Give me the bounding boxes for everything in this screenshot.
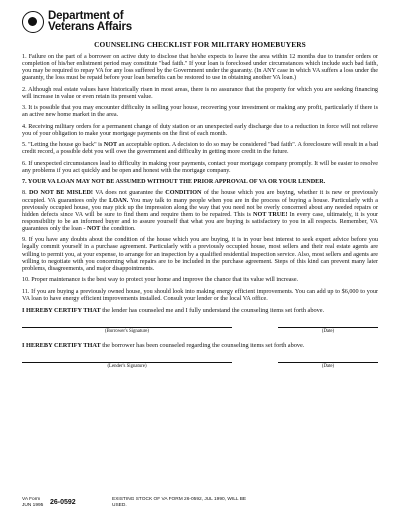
lender-certification [22, 342, 378, 349]
item-emphasis: CONDITION [165, 190, 202, 197]
checklist-item [22, 105, 378, 119]
item-emphasis: LOAN. [108, 197, 129, 204]
item-text: Proper maintenance is the best way to protect your home and improve the chance that its value will increase. [31, 277, 299, 284]
item-number: 3. [22, 105, 29, 112]
item-text: If you have any doubts about the condition of the house which you are buying, it is in your best interest to seek expert advice before you legally commit yourself in a purchase agreement. Particularly with a previously occupied house, most sellers and their real estate agents are willing to permit you, at your expense, to arrange for an inspection by a qualified residential inspection service. Also, most sellers and agents are willing to negotiate with you concerning what repairs are to be included in the purchase agreement. Steps of this kind can prevent many later problems, disagreements, and major disappointments. [22, 237, 378, 272]
item-number: 11. [22, 288, 32, 295]
item-number: 5. [22, 142, 29, 149]
borrower-date-label: (Date) [321, 329, 335, 335]
item-text: If you are buying a previously owned house, you should look into making energy efficient improvements. You can add up to $6,000 to your VA loan to have energy efficient improvements installed. Consult your lender or the local VA office. [22, 288, 378, 302]
item-text: You may talk to many people when you are in the process of buying a house. Particularly with a previously occupied house, you may pick up the impression along the way that you need not be overly concerned about any needed repairs or hidden defects since VA will be sure to find them and require them to be repaired. This is [22, 197, 378, 218]
borrower-signature-block [22, 327, 232, 334]
item-text: If unexpected circumstances lead to difficulty in making your payments, contact your mortgage company promptly. It will be easier to resolve any problems if you act quickly and be open and honest with the mortgage company. [22, 160, 379, 174]
lender-signature-block [22, 362, 232, 369]
va-seal-icon [22, 11, 44, 33]
borrower-certification [22, 307, 378, 314]
lender-date-label: (Date) [321, 364, 335, 370]
form-label: VA Form [22, 497, 41, 503]
checklist-item [22, 179, 378, 186]
header [22, 8, 378, 36]
lender-signature-label: (Lender's Signature) [107, 364, 147, 370]
checklist-item [22, 237, 378, 272]
item-number: 2. [22, 86, 29, 93]
checklist-item [22, 124, 378, 138]
checklist-item [22, 142, 378, 156]
form-footer [22, 497, 378, 508]
agency-line-1: Department of [48, 10, 124, 22]
item-text: YOUR VA LOAN MAY NOT BE ASSUMED WITHOUT THE PRIOR APPROVAL OF VA OR YOUR LENDER. [27, 179, 326, 186]
item-emphasis: DO NOT BE MISLED! [28, 190, 93, 197]
item-number: 4. [22, 123, 29, 130]
item-emphasis: NOT [103, 142, 118, 149]
item-emphasis: NOT [86, 225, 101, 232]
item-text: Failure on the part of a borrower on active duty to disclose that he/she expects to leave the area within 12 months due to transfer orders or completion of his/her enlistment period may constitute "bad faith." If your loan is foreclosed under circumstances which include such bad faith, you may be required to repay VA for any loss suffered by the Government under the guaranty. (In ANY case in which VA suffers a loss under the guaranty, the loss must be repaid before your loan benefits can be restored to use in obtaining another VA loan.) [22, 54, 379, 82]
item-number: 9. [22, 237, 29, 244]
item-text: Receiving military orders for a permanent change of duty station or an unexpected early discharge due to a reduction in force will not relieve you of your obligation to make your mortgage payments on the first of each month. [22, 123, 378, 137]
item-text: Although real estate values have historically risen in most areas, there is no assurance that the property for which you are seeking financing will increase in value or even retain its present value. [22, 86, 378, 100]
item-text: It is possible that you may encounter difficulty in selling your house, recovering your investment or making any profit, particularly if there is an active new home market in the area. [22, 105, 378, 119]
form-date: JUN 1995 [22, 502, 44, 508]
item-number: 6. [22, 160, 29, 167]
checklist-items [22, 54, 378, 303]
item-number: 1. [22, 54, 29, 60]
agency-name [48, 11, 132, 33]
item-emphasis: NOT TRUE! [253, 211, 288, 218]
lender-certify-bold: I HEREBY CERTIFY THAT [22, 342, 101, 350]
form-id [22, 497, 50, 508]
agency-line-2: Veterans Affairs [48, 21, 132, 33]
lender-date-block [278, 362, 378, 369]
borrower-date-block [278, 327, 378, 334]
item-text: "Letting the house go back" is [28, 142, 104, 149]
borrower-signature-label: (Borrower's Signature) [105, 329, 149, 335]
stock-note: EXISTING STOCK OF VA FORM 26-0592, JUL 1990, WILL BE USED. [112, 497, 247, 508]
lender-signature-row [22, 362, 378, 369]
item-text: VA does not guarantee the [92, 190, 166, 197]
item-text: of the house which you are buying, whether it is new or previously occupied. VA guarantees only the [22, 190, 379, 204]
checklist-item [22, 87, 378, 101]
borrower-signature-row [22, 327, 378, 334]
checklist-item [22, 54, 378, 82]
borrower-certify-bold: I HEREBY CERTIFY THAT [22, 306, 101, 314]
checklist-item [22, 289, 378, 303]
item-number: 7. [22, 179, 28, 186]
borrower-signature-line[interactable] [22, 327, 232, 328]
borrower-date-line[interactable] [278, 327, 378, 328]
item-number: 10. [22, 277, 32, 284]
item-number: 8. [22, 190, 29, 197]
form-number: 26-0592 [50, 499, 76, 507]
item-text: an acceptable option. A decision to do so may be considered "bad faith". A foreclosure will result in a bad credit record, a possible debt you will owe the government and difficulty in getting more credit in the future. [22, 142, 378, 156]
lender-certify-text: the borrower has been counseled regarding the counseling items set forth above. [100, 342, 305, 350]
item-text: the condition. [100, 225, 136, 232]
checklist-item [22, 277, 378, 284]
lender-signature-line[interactable] [22, 362, 232, 363]
lender-date-line[interactable] [278, 362, 378, 363]
checklist-item [22, 190, 378, 233]
checklist-item [22, 161, 378, 175]
item-text: In every case, ultimately, it is your responsibility to be an informed buyer and to assure yourself that what you are buying is satisfactory to you in all respects. Remember, VA guarantees only the loan - [22, 211, 378, 232]
borrower-certify-text: the lender has counseled me and I fully understand the counseling items set forth above. [100, 306, 325, 314]
form-title: COUNSELING CHECKLIST FOR MILITARY HOMEBUYERS [94, 40, 306, 49]
